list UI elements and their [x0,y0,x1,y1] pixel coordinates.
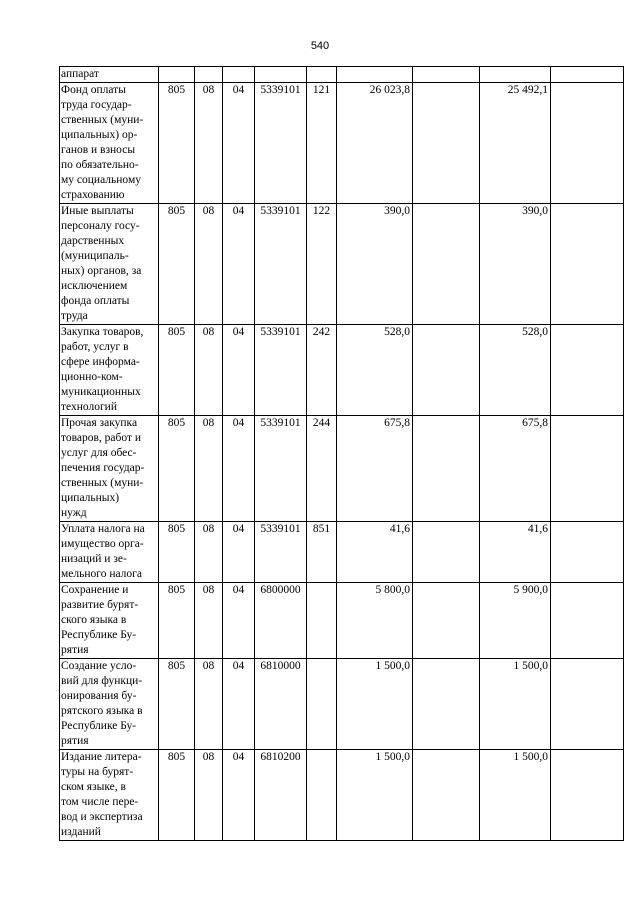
amount-cell: 528,0 [337,325,413,416]
amount-cell-3: 675,8 [480,416,551,522]
item-name-line: рятского языка в [61,705,143,717]
item-name-line: Создание усло- [61,660,137,672]
table-row [60,522,624,583]
item-name-line: Уплата налога на [61,523,145,535]
table-row [60,83,624,204]
item-name-line: мельного налога [61,568,142,580]
amount-cell-4 [551,416,624,522]
subsection-cell [223,67,255,83]
amount-cell-4 [551,750,624,841]
expense-type-cell: 851 [307,522,337,583]
item-name-line: товаров, работ и [61,432,142,444]
item-name-cell [60,83,159,204]
target-article-cell: 6800000 [255,583,307,659]
amount-cell-2 [413,204,480,325]
item-name-line: ганов и взносы [61,144,136,156]
ministry-code-cell: 805 [159,750,195,841]
item-name-line: онирования бу- [61,690,137,702]
item-name-line: сфере информа- [61,356,140,368]
item-name-line: муникационных [61,386,141,398]
expense-type-cell [307,583,337,659]
section-cell: 08 [195,583,223,659]
section-cell: 08 [195,522,223,583]
section-cell: 08 [195,659,223,750]
item-name-line: технологий [61,401,117,413]
item-name-line: Сохранение и [61,584,129,596]
item-name-line: исключением [61,280,128,292]
item-name-line: Фонд оплаты [61,84,126,96]
item-name-line: печения государ- [61,462,145,474]
expense-type-cell [307,67,337,83]
amount-cell: 26 023,8 [337,83,413,204]
item-name-line: (муниципаль- [61,250,129,262]
amount-cell-2 [413,325,480,416]
target-article-cell: 5339101 [255,83,307,204]
item-name-line: рятия [61,735,89,747]
item-name-cell [60,583,159,659]
table-row [60,750,624,841]
subsection-cell: 04 [223,583,255,659]
amount-cell-2 [413,83,480,204]
amount-cell-4 [551,83,624,204]
amount-cell-3: 1 500,0 [480,750,551,841]
amount-cell-2 [413,750,480,841]
item-name-line: рятия [61,644,89,656]
item-name-line: Республике Бу- [61,629,137,641]
amount-cell-4 [551,522,624,583]
item-name-cell [60,416,159,522]
section-cell: 08 [195,325,223,416]
amount-cell-4 [551,583,624,659]
section-cell: 08 [195,416,223,522]
item-name-line: ционно-ком- [61,371,123,383]
target-article-cell: 6810200 [255,750,307,841]
item-name-line: аппарат [61,68,99,80]
amount-cell-3: 5 900,0 [480,583,551,659]
item-name-line: ципальных) [61,492,120,504]
section-cell: 08 [195,83,223,204]
table-body [60,67,624,841]
item-name-line: Издание литера- [61,751,142,763]
amount-cell-3 [480,67,551,83]
table-row [60,416,624,522]
item-name-line: нужд [61,507,87,519]
ministry-code-cell: 805 [159,83,195,204]
item-name-line: ципальных) ор- [61,129,138,141]
item-name-line: дарственных [61,235,125,247]
target-article-cell: 6810000 [255,659,307,750]
expense-type-cell: 244 [307,416,337,522]
amount-cell: 41,6 [337,522,413,583]
subsection-cell: 04 [223,416,255,522]
target-article-cell: 5339101 [255,416,307,522]
ministry-code-cell [159,67,195,83]
item-name-line: ском языке, в [61,781,126,793]
expense-type-cell: 122 [307,204,337,325]
amount-cell-3: 528,0 [480,325,551,416]
item-name-line: Иные выплаты [61,205,134,217]
amount-cell-3: 390,0 [480,204,551,325]
item-name-line: Прочая закупка [61,417,138,429]
table-row [60,325,624,416]
item-name-cell [60,67,159,83]
item-name-line: туры на бурят- [61,766,134,778]
amount-cell-4 [551,325,624,416]
item-name-line: вод и экспертиза [61,811,143,823]
ministry-code-cell: 805 [159,522,195,583]
item-name-line: страхованию [61,189,125,201]
amount-cell-2 [413,416,480,522]
amount-cell: 1 500,0 [337,750,413,841]
item-name-cell [60,522,159,583]
amount-cell-4 [551,67,624,83]
ministry-code-cell: 805 [159,583,195,659]
table-row [60,67,624,83]
item-name-cell [60,659,159,750]
amount-cell-3: 1 500,0 [480,659,551,750]
item-name-line: персоналу госу- [61,220,140,232]
amount-cell-4 [551,659,624,750]
expense-type-cell [307,750,337,841]
ministry-code-cell: 805 [159,659,195,750]
item-name-line: низаций и зе- [61,553,127,565]
amount-cell: 1 500,0 [337,659,413,750]
item-name-line: имущество орга- [61,538,144,550]
amount-cell-2 [413,67,480,83]
item-name-line: ского языка в [61,614,127,626]
subsection-cell: 04 [223,204,255,325]
target-article-cell: 5339101 [255,204,307,325]
item-name-line: работ, услуг в [61,341,129,353]
item-name-line: ных) органов, за [61,265,142,277]
target-article-cell [255,67,307,83]
item-name-line: ственных (муни- [61,477,144,489]
amount-cell-3: 25 492,1 [480,83,551,204]
subsection-cell: 04 [223,659,255,750]
item-name-line: фонда оплаты [61,295,130,307]
section-cell [195,67,223,83]
budget-table [59,66,624,841]
table-row [60,204,624,325]
item-name-cell [60,325,159,416]
amount-cell-3: 41,6 [480,522,551,583]
item-name-line: Республике Бу- [61,720,137,732]
section-cell: 08 [195,204,223,325]
subsection-cell: 04 [223,325,255,416]
amount-cell-2 [413,522,480,583]
expense-type-cell: 242 [307,325,337,416]
target-article-cell: 5339101 [255,325,307,416]
item-name-line: му социальному [61,174,141,186]
ministry-code-cell: 805 [159,204,195,325]
expense-type-cell: 121 [307,83,337,204]
item-name-line: ственных (муни- [61,114,144,126]
item-name-line: услуг для обес- [61,447,137,459]
amount-cell-2 [413,659,480,750]
amount-cell [337,67,413,83]
page-number: 540 [310,40,330,52]
amount-cell: 675,8 [337,416,413,522]
subsection-cell: 04 [223,750,255,841]
amount-cell: 390,0 [337,204,413,325]
item-name-line: труда государ- [61,99,132,111]
amount-cell-2 [413,583,480,659]
item-name-line: том числе пере- [61,796,139,808]
item-name-line: по обязательно- [61,159,139,171]
table-row [60,659,624,750]
table-row [60,583,624,659]
item-name-line: труда [61,310,88,322]
item-name-cell [60,204,159,325]
item-name-line: вий для функци- [61,675,143,687]
item-name-line: развитие бурят- [61,599,139,611]
amount-cell: 5 800,0 [337,583,413,659]
subsection-cell: 04 [223,522,255,583]
item-name-cell [60,750,159,841]
expense-type-cell [307,659,337,750]
target-article-cell: 5339101 [255,522,307,583]
amount-cell-4 [551,204,624,325]
ministry-code-cell: 805 [159,416,195,522]
subsection-cell: 04 [223,83,255,204]
section-cell: 08 [195,750,223,841]
item-name-line: изданий [61,826,101,838]
item-name-line: Закупка товаров, [61,326,144,338]
ministry-code-cell: 805 [159,325,195,416]
